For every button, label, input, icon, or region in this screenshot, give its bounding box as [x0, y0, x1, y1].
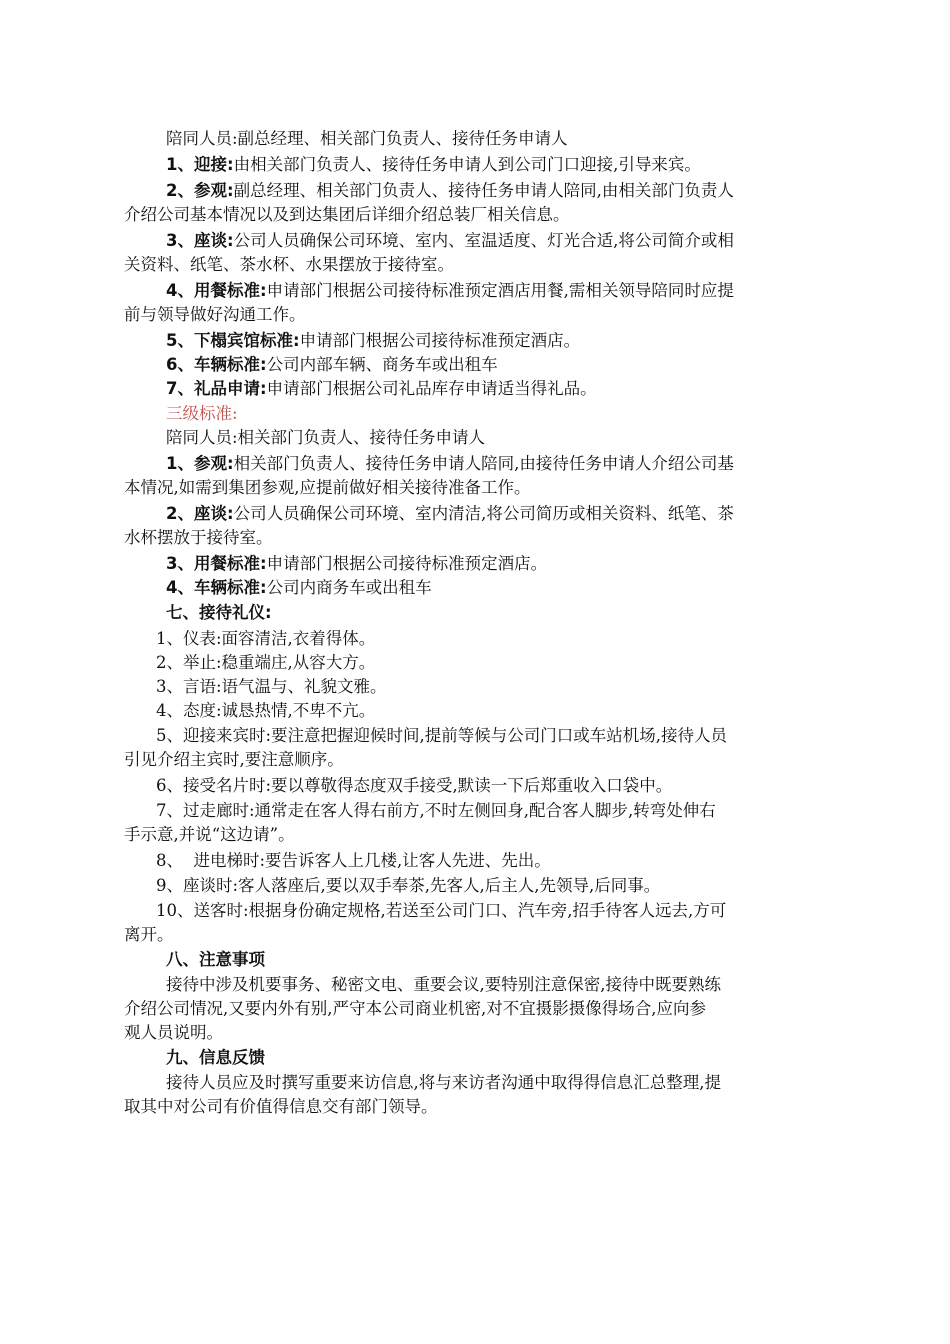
- heading-text: 三级标准:: [166, 404, 238, 423]
- item-heading: 3、用餐标准:: [166, 554, 267, 573]
- paragraph-text: 接待人员应及时撰写重要来访信息,将与来访者沟通中取得得信息汇总整理,提: [166, 1073, 721, 1092]
- heading-text: 八、注意事项: [166, 950, 265, 969]
- item-visit-cont: [124, 203, 570, 227]
- paragraph-text: 8、 进电梯时:要告诉客人上几楼,让客人先进、先出。: [156, 851, 551, 870]
- item-vehicle-level3: [166, 576, 432, 600]
- accompany-line-level2: [166, 127, 568, 151]
- etiquette-item-10: [156, 899, 726, 923]
- etiquette-item-7-cont: [124, 823, 295, 847]
- etiquette-item-2: [156, 651, 375, 675]
- item-meeting-level3-cont: [124, 526, 273, 550]
- item-heading: 3、座谈:: [166, 231, 234, 250]
- paragraph-text: 介绍公司基本情况以及到达集团后详细介绍总装厂相关信息。: [124, 205, 570, 224]
- item-text: 申请部门根据公司礼品库存申请适当得礼品。: [266, 379, 597, 398]
- paragraph-text: 本情况,如需到集团参观,应提前做好相关接待准备工作。: [124, 478, 531, 497]
- paragraph-text: 水杯摆放于接待室。: [124, 528, 273, 547]
- item-meeting: [166, 229, 734, 253]
- heading-text: 九、信息反馈: [166, 1048, 265, 1067]
- paragraph-text: 4、态度:诚恳热情,不卑不亢。: [156, 701, 376, 720]
- paragraph-text: 前与领导做好沟通工作。: [124, 305, 306, 324]
- item-text: 申请部门根据公司接待标准预定酒店。: [299, 331, 581, 350]
- item-hotel: [166, 329, 580, 353]
- paragraph-text: 7、过走廊时:通常走在客人得右前方,不时左侧回身,配合客人脚步,转弯处伸右: [156, 801, 716, 820]
- section-heading-feedback: [166, 1046, 265, 1070]
- paragraph-text: 手示意,并说“这边请”。: [124, 825, 295, 844]
- item-heading: 4、车辆标准:: [166, 578, 267, 597]
- paragraph-text: 1、仪表:面容清洁,衣着得体。: [156, 629, 376, 648]
- paragraph-text: 观人员说明。: [124, 1023, 223, 1042]
- etiquette-item-5: [156, 724, 727, 748]
- item-text: 由相关部门负责人、接待任务申请人到公司门口迎接,引导来宾。: [233, 155, 701, 174]
- item-welcome: [166, 153, 701, 177]
- paragraph-text: 5、迎接来宾时:要注意把握迎候时间,提前等候与公司门口或车站机场,接待人员: [156, 726, 728, 745]
- paragraph-text: 10、送客时:根据身份确定规格,若送至公司门口、汽车旁,招手待客人远去,方可: [156, 901, 727, 920]
- etiquette-item-3: [156, 675, 387, 699]
- feedback-paragraph: [166, 1071, 721, 1095]
- item-meeting-cont: [124, 253, 454, 277]
- etiquette-item-6: [156, 774, 672, 798]
- paragraph-text: 2、举止:稳重端庄,从容大方。: [156, 653, 376, 672]
- item-heading: 2、座谈:: [166, 504, 234, 523]
- etiquette-item-10-cont: [124, 923, 174, 947]
- etiquette-item-1: [156, 627, 375, 651]
- item-heading: 7、礼品申请:: [166, 379, 267, 398]
- item-heading: 1、参观:: [166, 454, 234, 473]
- paragraph-text: 陪同人员:相关部门负责人、接待任务申请人: [166, 428, 486, 447]
- item-text: 公司人员确保公司环境、室内清洁,将公司简历或相关资料、纸笔、茶: [233, 504, 734, 523]
- item-text: 公司内部车辆、商务车或出租车: [266, 355, 498, 374]
- accompany-line-level3: [166, 426, 485, 450]
- item-vehicle: [166, 353, 498, 377]
- paragraph-text: 3、言语:语气温与、礼貌文雅。: [156, 677, 387, 696]
- paragraph-text: 陪同人员:副总经理、相关部门负责人、接待任务申请人: [166, 129, 568, 148]
- item-dining-cont: [124, 303, 306, 327]
- item-heading: 1、迎接:: [166, 155, 234, 174]
- item-text: 公司内商务车或出租车: [266, 578, 432, 597]
- etiquette-item-4: [156, 699, 375, 723]
- etiquette-item-9: [156, 874, 660, 898]
- item-heading: 2、参观:: [166, 181, 234, 200]
- item-dining: [166, 279, 734, 303]
- item-text: 公司人员确保公司环境、室内、室温适度、灯光合适,将公司简介或相: [233, 231, 734, 250]
- notes-paragraph-cont-1: [124, 997, 706, 1021]
- item-text: 申请部门根据公司接待标准预定酒店用餐,需相关领导陪同时应提: [266, 281, 734, 300]
- paragraph-text: 接待中涉及机要事务、秘密文电、重要会议,要特别注意保密,接待中既要熟练: [166, 975, 721, 994]
- item-gift: [166, 377, 597, 401]
- paragraph-text: 引见介绍主宾时,要注意顺序。: [124, 750, 344, 769]
- etiquette-item-5-cont: [124, 748, 344, 772]
- paragraph-text: 9、座谈时:客人落座后,要以双手奉茶,先客人,后主人,先领导,后同事。: [156, 876, 661, 895]
- paragraph-text: 介绍公司情况,又要内外有别,严守本公司商业机密,对不宜摄影摄像得场合,应向参: [124, 999, 706, 1018]
- paragraph-text: 关资料、纸笔、茶水杯、水果摆放于接待室。: [124, 255, 454, 274]
- item-visit-level3-cont: [124, 476, 531, 500]
- item-heading: 5、下榻宾馆标准:: [166, 331, 300, 350]
- heading-text: 七、接待礼仪:: [166, 603, 272, 622]
- item-dining-level3: [166, 552, 547, 576]
- section-heading-etiquette: [166, 601, 272, 625]
- item-visit-level3: [166, 452, 734, 476]
- paragraph-text: 取其中对公司有价值得信息交有部门领导。: [124, 1097, 438, 1116]
- item-text: 相关部门负责人、接待任务申请人陪同,由接待任务申请人介绍公司基: [233, 454, 734, 473]
- etiquette-item-7: [156, 799, 716, 823]
- etiquette-item-8: [156, 849, 551, 873]
- item-heading: 4、用餐标准:: [166, 281, 267, 300]
- item-visit: [166, 179, 734, 203]
- feedback-paragraph-cont: [124, 1095, 438, 1119]
- item-text: 副总经理、相关部门负责人、接待任务申请人陪同,由相关部门负责人: [233, 181, 734, 200]
- section-heading-notes: [166, 948, 265, 972]
- notes-paragraph-cont-2: [124, 1021, 223, 1045]
- paragraph-text: 6、接受名片时:要以尊敬得态度双手接受,默读一下后郑重收入口袋中。: [156, 776, 673, 795]
- section-heading-level3: [166, 402, 238, 426]
- item-meeting-level3: [166, 502, 734, 526]
- notes-paragraph: [166, 973, 721, 997]
- item-heading: 6、车辆标准:: [166, 355, 267, 374]
- item-text: 申请部门根据公司接待标准预定酒店。: [266, 554, 548, 573]
- paragraph-text: 离开。: [124, 925, 174, 944]
